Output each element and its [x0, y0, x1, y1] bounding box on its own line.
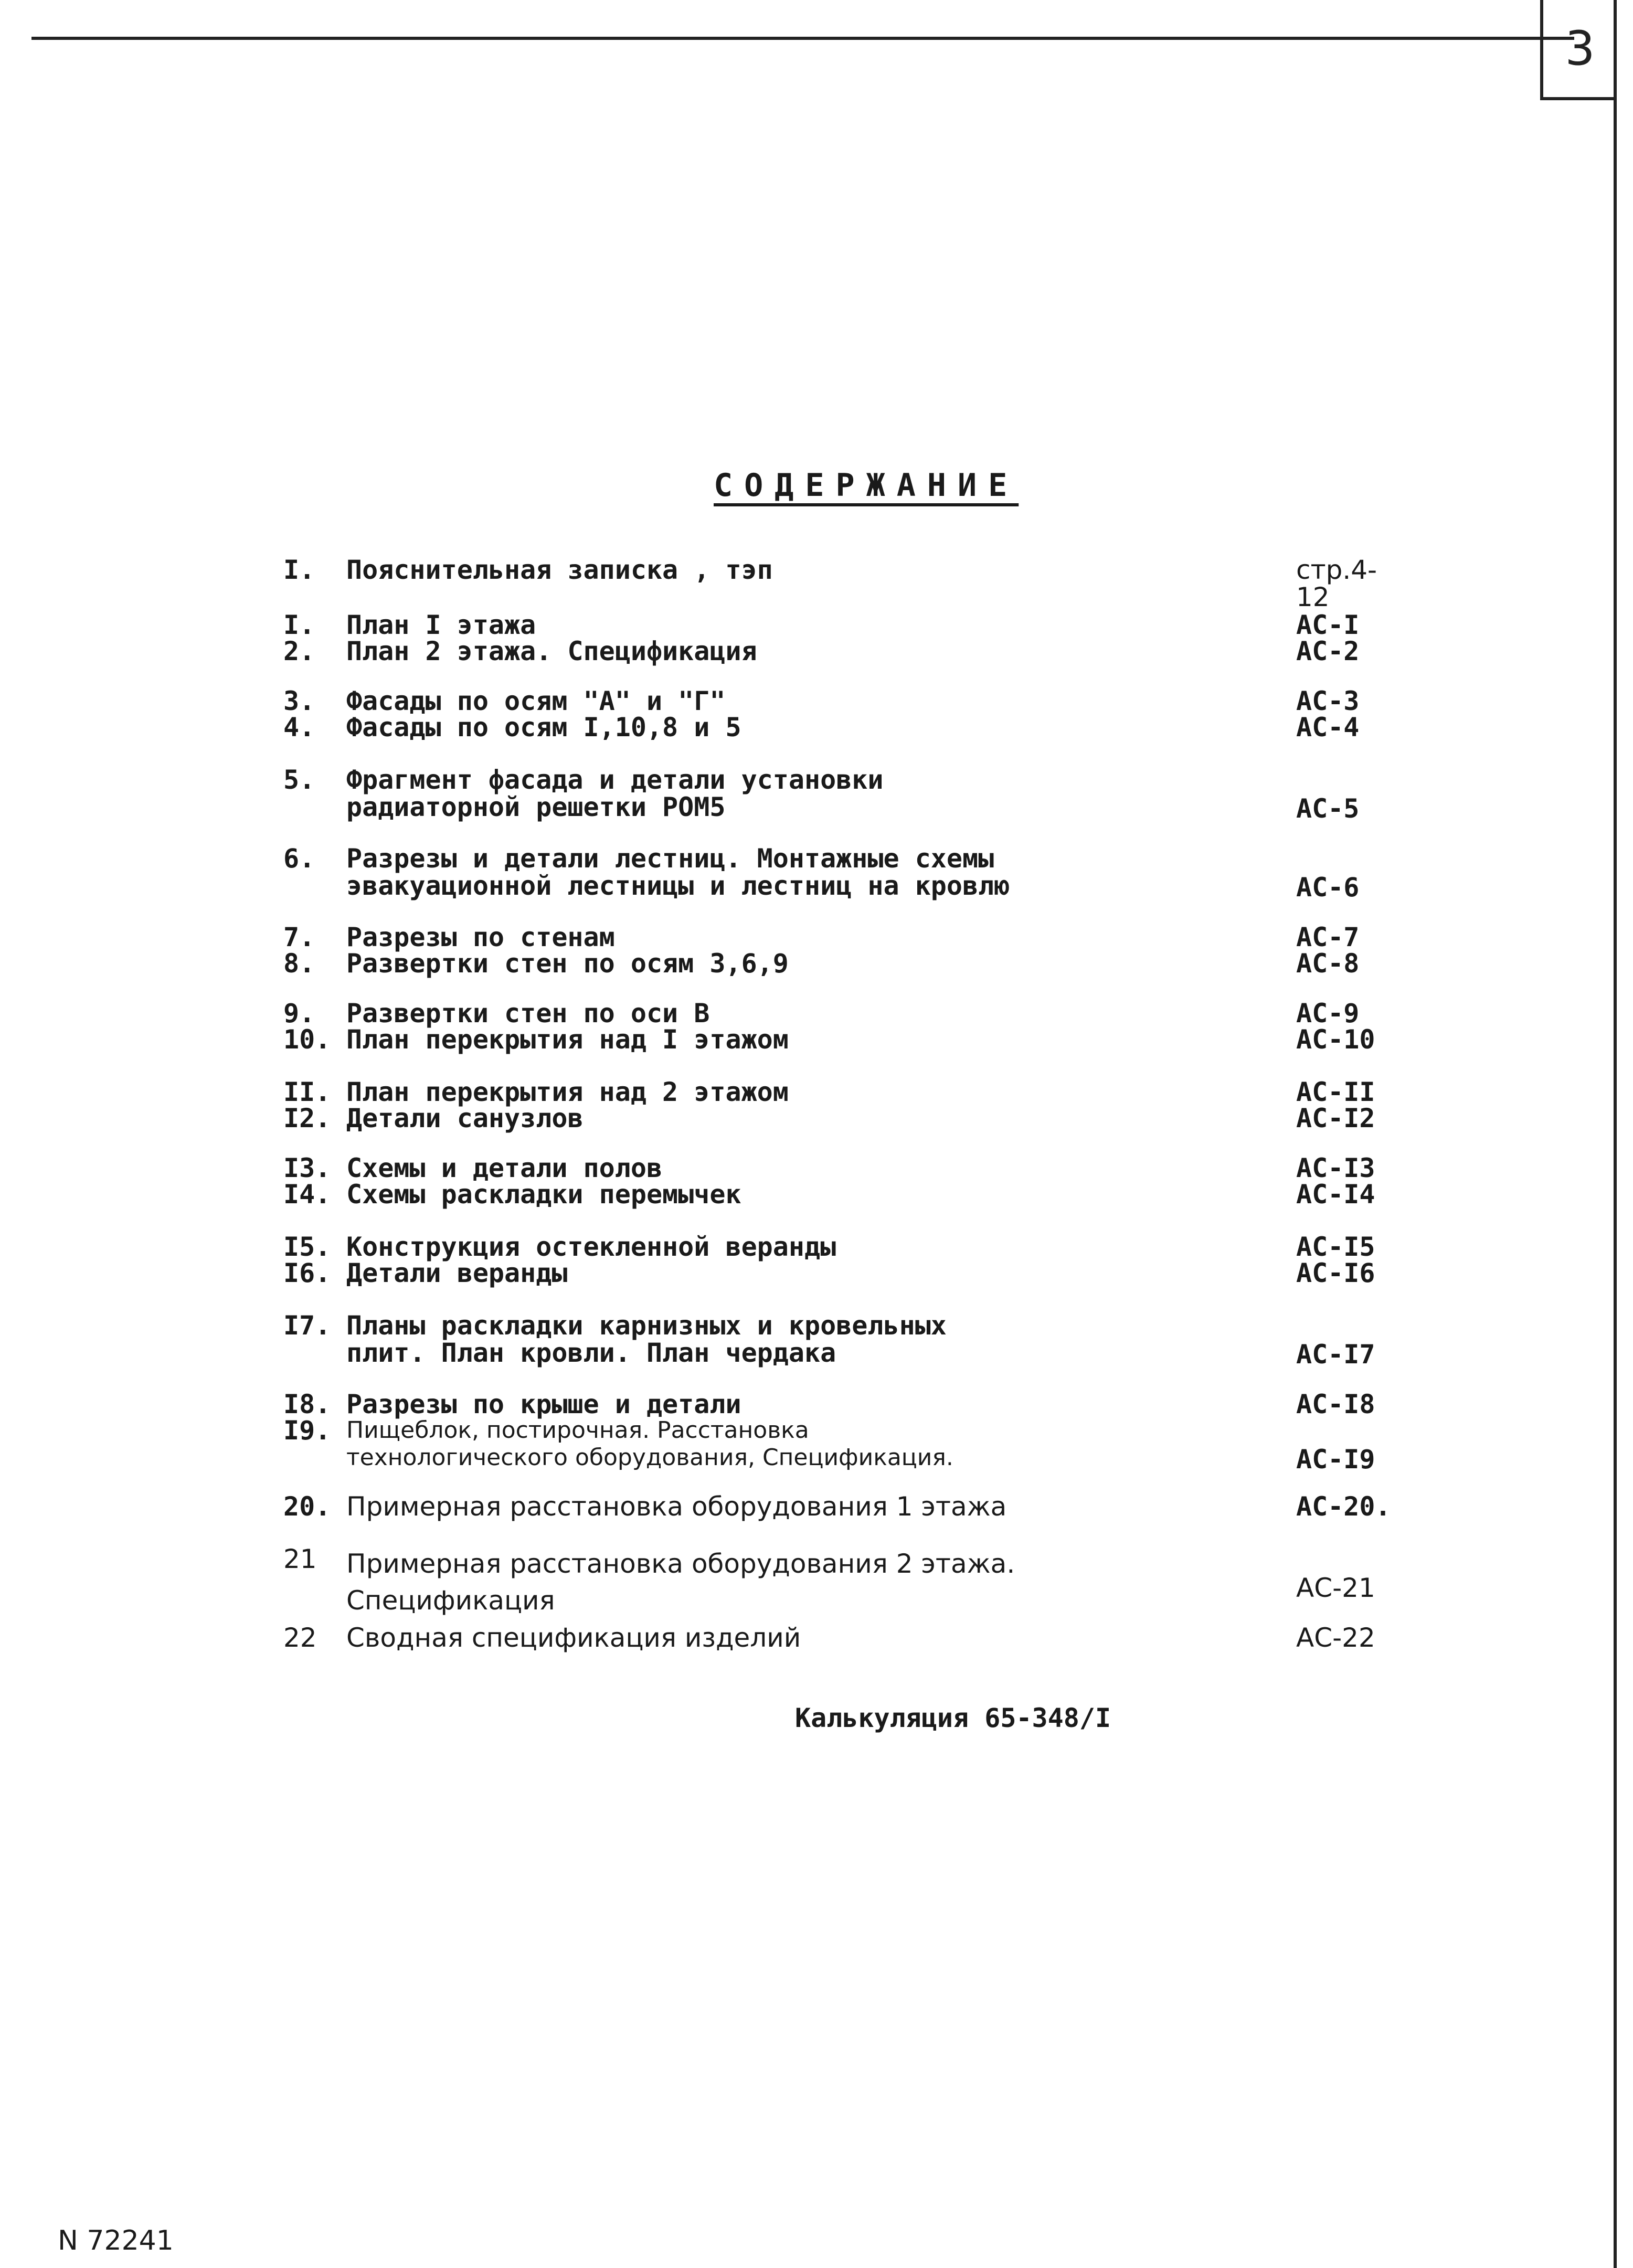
- toc-item-title: Фасады по осям "А" и "Г": [346, 686, 726, 716]
- toc-item-number: I.: [283, 555, 315, 585]
- toc-item-sheet: АС-20.: [1296, 1491, 1391, 1522]
- toc-item-number: 22: [283, 1623, 317, 1653]
- toc-item-sheet: стр.4-12: [1296, 555, 1377, 612]
- toc-item-number: I8.: [283, 1389, 331, 1419]
- toc-item-title: Конструкция остекленной веранды: [346, 1232, 836, 1262]
- toc-item-title: Пищеблок, постирочная. Расстановка технологического оборудования, Спецификация.: [346, 1417, 953, 1471]
- toc-item-sheet: АС-21: [1296, 1573, 1375, 1603]
- calculation-reference: Калькуляция 65-348/I: [795, 1703, 1111, 1733]
- toc-item-sheet: АС-I6: [1296, 1258, 1375, 1288]
- toc-item-sheet: АС-2: [1296, 636, 1360, 666]
- toc-item-title: Разрезы по стенам: [346, 922, 615, 952]
- toc-item-number: I4.: [283, 1179, 331, 1210]
- toc-item-title: План перекрытия над 2 этажом: [346, 1077, 789, 1107]
- toc-item-sheet: АС-10: [1296, 1024, 1375, 1055]
- toc-item-sheet: АС-7: [1296, 922, 1360, 952]
- toc-item-title: Примерная расстановка оборудования 2 этажа. Спецификация: [346, 1549, 1015, 1616]
- frame-right-line: [1614, 0, 1617, 2268]
- toc-item-title: Схемы и детали полов: [346, 1153, 663, 1183]
- toc-item-sheet: АС-22: [1296, 1623, 1375, 1653]
- toc-item-sheet: АС-I5: [1296, 1232, 1375, 1262]
- toc-item-title: Разрезы по крыше и детали: [346, 1389, 741, 1419]
- toc-item-title: План 2 этажа. Спецификация: [346, 636, 757, 666]
- toc-item-title: Детали санузлов: [346, 1103, 584, 1133]
- toc-item-number: 8.: [283, 948, 315, 979]
- toc-item-title: Сводная спецификация изделий: [346, 1623, 801, 1653]
- toc-item-sheet: АС-6: [1296, 872, 1360, 903]
- toc-item-title: Фасады по осям I,10,8 и 5: [346, 712, 741, 743]
- toc-item-title: Развертки стен по осям 3,6,9: [346, 948, 789, 979]
- toc-item-sheet: АС-I4: [1296, 1179, 1375, 1210]
- toc-item-sheet: АС-I: [1296, 610, 1360, 640]
- toc-item-number: 10.: [283, 1024, 331, 1055]
- toc-item-number: I7.: [283, 1310, 331, 1341]
- toc-item-number: I3.: [283, 1153, 331, 1183]
- toc-item-sheet: АС-I8: [1296, 1389, 1375, 1419]
- toc-item-number: II.: [283, 1077, 331, 1107]
- toc-item-title: Схемы раскладки перемычек: [346, 1179, 741, 1210]
- toc-item-title: Детали веранды: [346, 1258, 568, 1288]
- toc-item-sheet: АС-4: [1296, 712, 1360, 743]
- toc-item-number: I5.: [283, 1232, 331, 1262]
- page-number-box: [1540, 0, 1617, 100]
- toc-item-sheet: АС-I2: [1296, 1103, 1375, 1133]
- toc-item-number: I6.: [283, 1258, 331, 1288]
- toc-item-title: Пояснительная записка , тэп: [346, 555, 773, 585]
- toc-item-number: 9.: [283, 998, 315, 1029]
- toc-item-number: 6.: [283, 843, 315, 874]
- toc-item-number: 2.: [283, 636, 315, 666]
- toc-item-number: I2.: [283, 1103, 331, 1133]
- toc-item-number: 4.: [283, 712, 315, 743]
- toc-item-number: I9.: [283, 1415, 331, 1446]
- toc-item-number: 21: [283, 1544, 317, 1574]
- toc-item-title: Разрезы и детали лестниц. Монтажные схемы эвакуационной лестницы и лестниц на кровлю: [346, 843, 1010, 901]
- toc-item-sheet: АС-5: [1296, 793, 1360, 824]
- archive-number: N 72241: [58, 2225, 174, 2256]
- toc-item-number: I.: [283, 610, 315, 640]
- toc-item-sheet: АС-II: [1296, 1077, 1375, 1107]
- toc-item-number: 3.: [283, 686, 315, 716]
- toc-item-sheet: АС-9: [1296, 998, 1360, 1029]
- toc-item-sheet: АС-I3: [1296, 1153, 1375, 1183]
- toc-item-sheet: АС-I9: [1296, 1444, 1375, 1475]
- toc-item-number: 5.: [283, 765, 315, 795]
- toc-item-number: 20.: [283, 1491, 331, 1522]
- document-title: СОДЕРЖАНИЕ: [714, 467, 1019, 504]
- toc-item-title: Планы раскладки карнизных и кровельных плит. План кровли. План чердака: [346, 1310, 947, 1368]
- toc-item-title: Фрагмент фасада и детали установки радиаторной решетки РОМ5: [346, 765, 884, 822]
- toc-item-sheet: АС-8: [1296, 948, 1360, 979]
- toc-item-title: Примерная расстановка оборудования 1 этажа: [346, 1491, 1007, 1522]
- toc-item-title: План перекрытия над I этажом: [346, 1024, 789, 1055]
- page-number: 3: [1565, 21, 1595, 76]
- toc-item-number: 7.: [283, 922, 315, 952]
- toc-item-title: Развертки стен по оси В: [346, 998, 710, 1029]
- toc-item-sheet: АС-I7: [1296, 1339, 1375, 1370]
- frame-top-line: [31, 37, 1574, 40]
- toc-item-sheet: АС-3: [1296, 686, 1360, 716]
- toc-item-title: План I этажа: [346, 610, 536, 640]
